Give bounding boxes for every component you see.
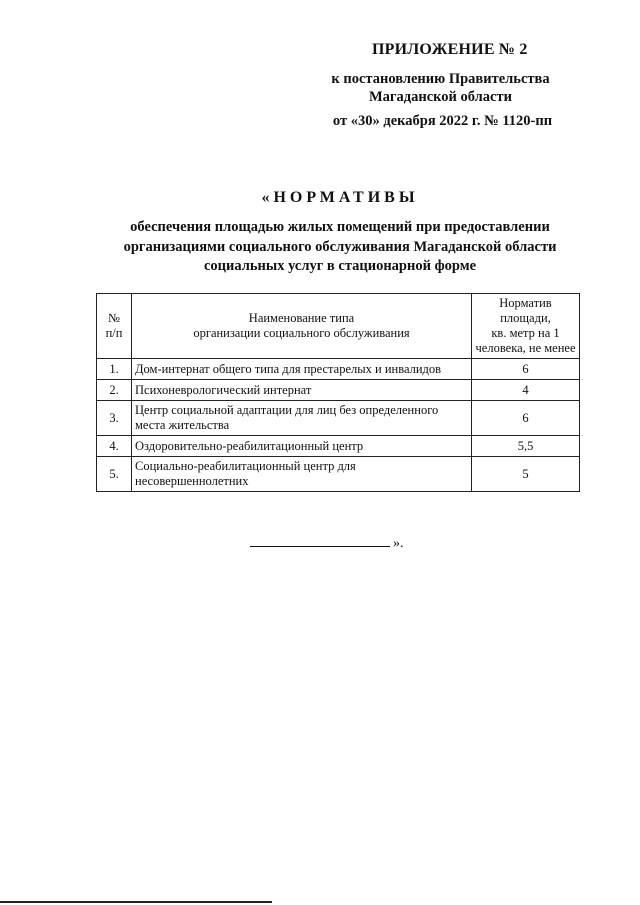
row-name: Психоневрологический интернат [132, 380, 472, 401]
row-name: Оздоровительно-реабилитационный центр [132, 436, 472, 457]
resolution-date: от «30» декабря 2022 г. № 1120-пп [332, 113, 553, 129]
row-number: 3. [97, 401, 132, 436]
resolution-line: Магаданской области [369, 89, 512, 105]
row-number: 5. [97, 457, 132, 492]
table-row [97, 436, 580, 457]
row-name: Социально-реабилитационный центр для несовершеннолетних [132, 457, 472, 492]
subheading-line: обеспечения площадью жилых помещений при предоставлении [130, 219, 550, 235]
row-norm: 5 [472, 457, 580, 492]
resolution-reference [318, 70, 563, 106]
subheading-line: организациями социального обслуживания Магаданской области [123, 238, 557, 255]
document-subheading [70, 218, 610, 277]
closing-underline [250, 537, 390, 547]
row-number: 4. [97, 436, 132, 457]
header-norm [472, 294, 580, 359]
closing-mark [250, 536, 404, 552]
header-name-line: Наименование типа [248, 311, 355, 325]
row-norm: 6 [472, 401, 580, 436]
appendix-title: ПРИЛОЖЕНИЕ № 2 [372, 41, 528, 58]
table-header-row [97, 294, 580, 359]
table-row [97, 359, 580, 380]
resolution-line: к постановлению Правительства [331, 71, 550, 87]
row-number: 2. [97, 380, 132, 401]
closing-quote: ». [393, 536, 404, 551]
header-number-line: № [108, 311, 120, 325]
row-norm: 6 [472, 359, 580, 380]
header-name-line: организации социального обслуживания [193, 326, 410, 340]
table-row [97, 401, 580, 436]
row-number: 1. [97, 359, 132, 380]
row-norm: 4 [472, 380, 580, 401]
header-norm-line: Норматив площади, [499, 296, 552, 325]
header-norm-line: кв. метр на 1 [491, 326, 560, 340]
header-norm-line: человека, не менее [475, 341, 576, 355]
row-norm: 5,5 [472, 436, 580, 457]
header-name [132, 294, 472, 359]
table-row [97, 380, 580, 401]
header-number [97, 294, 132, 359]
header-number-line: п/п [105, 326, 123, 340]
row-name: Дом-интернат общего типа для престарелых и инвалидов [132, 359, 472, 380]
row-name: Центр социальной адаптации для лиц без определенного места жительства [132, 401, 472, 436]
table-row [97, 457, 580, 492]
subheading-line: социальных услуг в стационарной форме [203, 258, 477, 274]
document-heading: «НОРМАТИВЫ [261, 189, 419, 206]
norms-table [96, 293, 580, 492]
footer-divider [0, 901, 272, 903]
